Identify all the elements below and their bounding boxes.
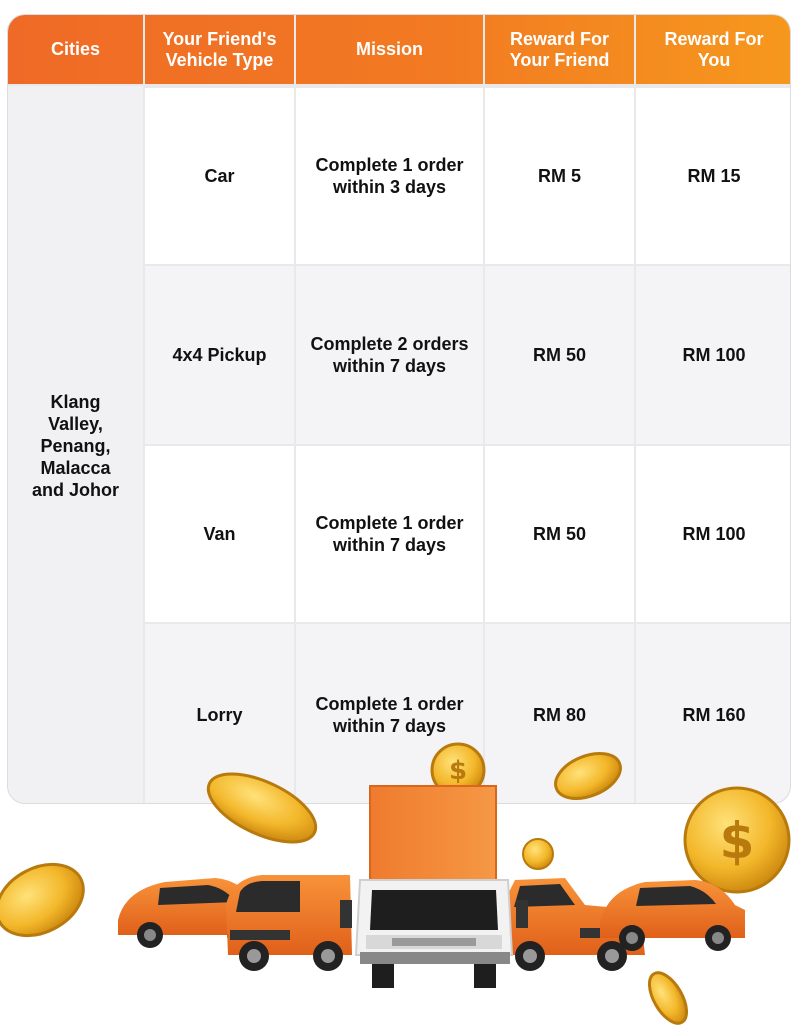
coin-icon (198, 760, 325, 856)
header-vehicle-type (145, 15, 294, 84)
mission-label: Complete 1 order within 7 days (315, 693, 464, 736)
svg-text:$: $ (448, 756, 468, 786)
table-row-reward-you (636, 446, 791, 622)
header-reward-friend-label: Reward For Your Friend (509, 28, 610, 70)
referral-table (7, 14, 791, 804)
vehicle-label: Van (203, 524, 236, 544)
header-reward-friend (485, 15, 634, 84)
mission-label: Complete 1 order within 7 days (315, 513, 464, 555)
header-cities (8, 15, 143, 84)
reward-you-value: RM 100 (682, 345, 746, 365)
reward-you-value: RM 100 (682, 524, 746, 544)
table-row-vehicle (145, 88, 294, 264)
header-reward-you (636, 15, 791, 84)
header-divider (143, 15, 145, 84)
reward-friend-value: RM 50 (532, 524, 586, 544)
city-cell (8, 86, 143, 804)
header-divider (634, 15, 636, 84)
header-reward-you-label: Reward For You (664, 28, 764, 70)
reward-friend-value: RM 5 (537, 166, 581, 186)
table-row-reward-friend (485, 266, 634, 444)
reward-friend-value: RM 80 (532, 704, 586, 725)
header-divider (294, 15, 296, 84)
reward-you-value: RM 15 (687, 166, 741, 186)
reward-friend-value: RM 50 (532, 345, 586, 365)
header-mission (296, 15, 483, 84)
vehicle-label: 4x4 Pickup (172, 345, 267, 365)
coin-icon (0, 850, 96, 950)
vehicle-label: Car (204, 166, 235, 186)
coin-icon (523, 839, 553, 869)
reward-you-value: RM 160 (682, 704, 746, 725)
mission-label: Complete 2 orders within 7 days (310, 334, 469, 376)
mission-label: Complete 1 order within 3 days (315, 155, 464, 197)
table-row-mission (296, 266, 483, 444)
vehicles-illustration (0, 730, 800, 1030)
table-row-vehicle (145, 446, 294, 622)
table-row-mission (296, 446, 483, 622)
table-row-mission (296, 88, 483, 264)
header-cities-label: Cities (50, 39, 101, 59)
city-name: Klang Valley, Penang, Malacca and Johor (31, 391, 119, 500)
coin-icon (549, 745, 627, 808)
header-divider (483, 15, 485, 84)
vehicle-label: Lorry (196, 704, 243, 725)
header-mission-label: Mission (355, 39, 423, 59)
table-row-reward-you (636, 266, 791, 444)
coin-icon (685, 788, 789, 892)
van-icon (226, 875, 352, 971)
table-row-reward-you (636, 88, 791, 264)
table-row-reward-friend (485, 446, 634, 622)
coin-icon (642, 967, 694, 1029)
table-row-reward-friend (485, 88, 634, 264)
svg-text:$: $ (719, 812, 755, 870)
header-vehicle-type-label: Your Friend's Vehicle Type (162, 28, 277, 70)
table-row-vehicle (145, 266, 294, 444)
lorry-icon (340, 786, 528, 988)
